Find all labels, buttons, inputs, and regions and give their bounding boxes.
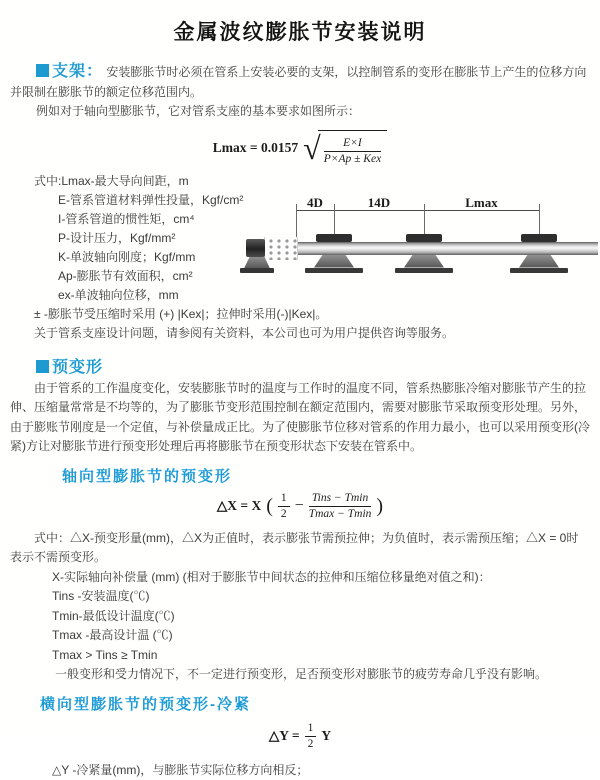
support-example-line: 例如对于轴向型膨胀节，它对管系支座的基本要求如图所示：	[10, 102, 590, 122]
anchor-support	[246, 239, 265, 257]
support-base	[305, 268, 363, 273]
page-title: 金属波纹膨胀节安装说明	[10, 16, 590, 46]
lateral-subsection-heading: 横向型膨胀节的预变形-冷紧	[40, 693, 590, 714]
support-pedestal	[404, 255, 444, 268]
support-intro-paragraph	[10, 62, 590, 102]
dimension-label-4d: 4D	[298, 196, 332, 210]
axial-definition-item: Tins -安装温度(℃)	[52, 587, 590, 607]
variable-definition: P-设计压力，Kgf/mm²	[58, 229, 590, 248]
axial-definition-item: Tmax > Tins ≥ Tmin	[52, 646, 590, 666]
bellows-expansion-joint	[264, 237, 298, 260]
close-paren: )	[376, 496, 383, 516]
support-pedestal	[519, 255, 559, 268]
axial-definition-item: Tmin-最低设计温度(℃)	[52, 607, 590, 627]
pipe-support-spacing-diagram	[246, 196, 598, 292]
delta-y-formula-lhs: △Y =	[269, 728, 300, 744]
pipe-guide-support	[305, 234, 363, 274]
support-cap	[316, 234, 352, 242]
one-half-fraction	[278, 492, 290, 521]
axial-definition-item: Tmax -最高设计温 (℃)	[52, 626, 590, 646]
axial-note: 一般变形和受力情况下，不一定进行预变形，足否预变形对膨胀节的疲劳寿命几乎没有影响。	[10, 665, 590, 685]
fraction-denominator: 2	[305, 737, 317, 751]
plusminus-note: ± -膨胀节受压缩时采用 (+) |Kex|；拉伸时采用(-)|Kex|。	[34, 305, 590, 325]
support-section-heading: 支架：	[52, 63, 103, 80]
support-intro-text: 安装膨胀节时必须在管系上安装必要的支架，以控制管系的变形在膨胀节上产生的位移方向并限制在膨胀节的额定位移范围内。	[10, 65, 586, 99]
formula-and-diagram-area	[10, 130, 590, 305]
support-pedestal	[314, 255, 354, 268]
delta-x-formula-lhs: △X = X	[217, 498, 261, 514]
fraction-numerator: Tins − Tmin	[309, 492, 372, 507]
fraction-numerator: 1	[305, 722, 317, 737]
lmax-formula-denominator: P×Ap ± Kex	[324, 152, 382, 166]
pipe-guide-support	[395, 234, 453, 274]
fraction-numerator: 1	[278, 492, 290, 507]
minus-sign: −	[295, 497, 304, 515]
variable-definition: ex-单波轴向位移，mm	[58, 286, 590, 305]
delta-y-formula-rhs: Y	[321, 728, 331, 744]
support-base	[395, 268, 453, 273]
open-paren: (	[266, 496, 273, 516]
sqrt-icon: √	[303, 133, 321, 163]
support-cap	[521, 234, 557, 242]
variable-definition: 式中:Lmax-最大导向间距，m	[34, 172, 590, 191]
delta-x-formula	[10, 492, 590, 521]
lmax-formula-numerator: E×I	[324, 137, 382, 152]
temperature-ratio-fraction	[309, 492, 372, 521]
section-bullet-square-icon	[36, 64, 49, 77]
axial-subsection-heading: 轴向型膨胀节的预变形	[62, 465, 590, 486]
dimension-line	[296, 210, 539, 211]
dimension-label-lmax: Lmax	[428, 196, 535, 210]
dimension-label-14d: 14D	[338, 196, 420, 210]
variable-definition: I-管系管道的惯性矩，cm⁴	[58, 210, 590, 229]
delta-y-definition: △Y -冷紧量(mm)，与膨胀节实际位移方向相反；	[52, 761, 590, 780]
lmax-formula-lhs: Lmax = 0.0157	[213, 140, 298, 156]
predeform-section-heading-row	[36, 354, 590, 377]
fraction-denominator: 2	[278, 507, 290, 521]
anchor-base	[240, 268, 274, 273]
service-note: 关于管系支座设计问题，请参阅有关资料，本公司也可为用户提供咨询等服务。	[34, 324, 590, 344]
variable-definition: K-单波轴向刚度；Kgf/mm	[58, 248, 590, 267]
predeform-section-heading: 预变形	[52, 359, 103, 376]
fraction-denominator: Tmax − Tmin	[309, 507, 372, 521]
sqrt-radical	[303, 130, 387, 166]
lmax-formula-fraction	[324, 137, 382, 166]
section-bullet-square-icon	[36, 360, 49, 373]
lmax-formula-radicand	[318, 130, 388, 166]
variable-definition: Ap-膨胀节有效面积，cm²	[58, 267, 590, 286]
one-half-fraction	[305, 722, 317, 751]
delta-x-explanation: 式中：△X-预变形量(mm)，△X为正值时，表示膨张节需预拉伸；为负值时，表示需预压缩；△X = 0时表示不需预变形。	[10, 529, 590, 568]
pipe-guide-support	[510, 234, 568, 274]
axial-definition-item: X-实际轴向补偿量 (mm) (相对于膨胀节中间状态的拉伸和压缩位移量绝对值之和)：	[52, 568, 590, 588]
support-cap	[406, 234, 442, 242]
variable-definition: E-管系管道材料弹性投量，Kgf/cm²	[58, 191, 590, 210]
delta-y-formula	[10, 722, 590, 751]
lmax-formula	[10, 130, 590, 166]
support-base	[510, 268, 568, 273]
predeform-paragraph: 由于管系的工作温度变化，安装膨胀节时的温度与工作时的温度不同，管系热膨胀冷缩对膨胀节产生的拉伸、压缩量常常是不均等的，为了膨胀节变形范围控制在额定范围内，需要对膨胀节采取预变形处理。另外，由于膨账节刚度是一个定值，与补偿量成正比。为了使膨胀节位移对管系的作用力最小，也可以采用预变形(冷紧)方让对膨胀节进行预变形处理后再将膨胀节在预变形状态下安装在管系中。	[10, 379, 590, 457]
